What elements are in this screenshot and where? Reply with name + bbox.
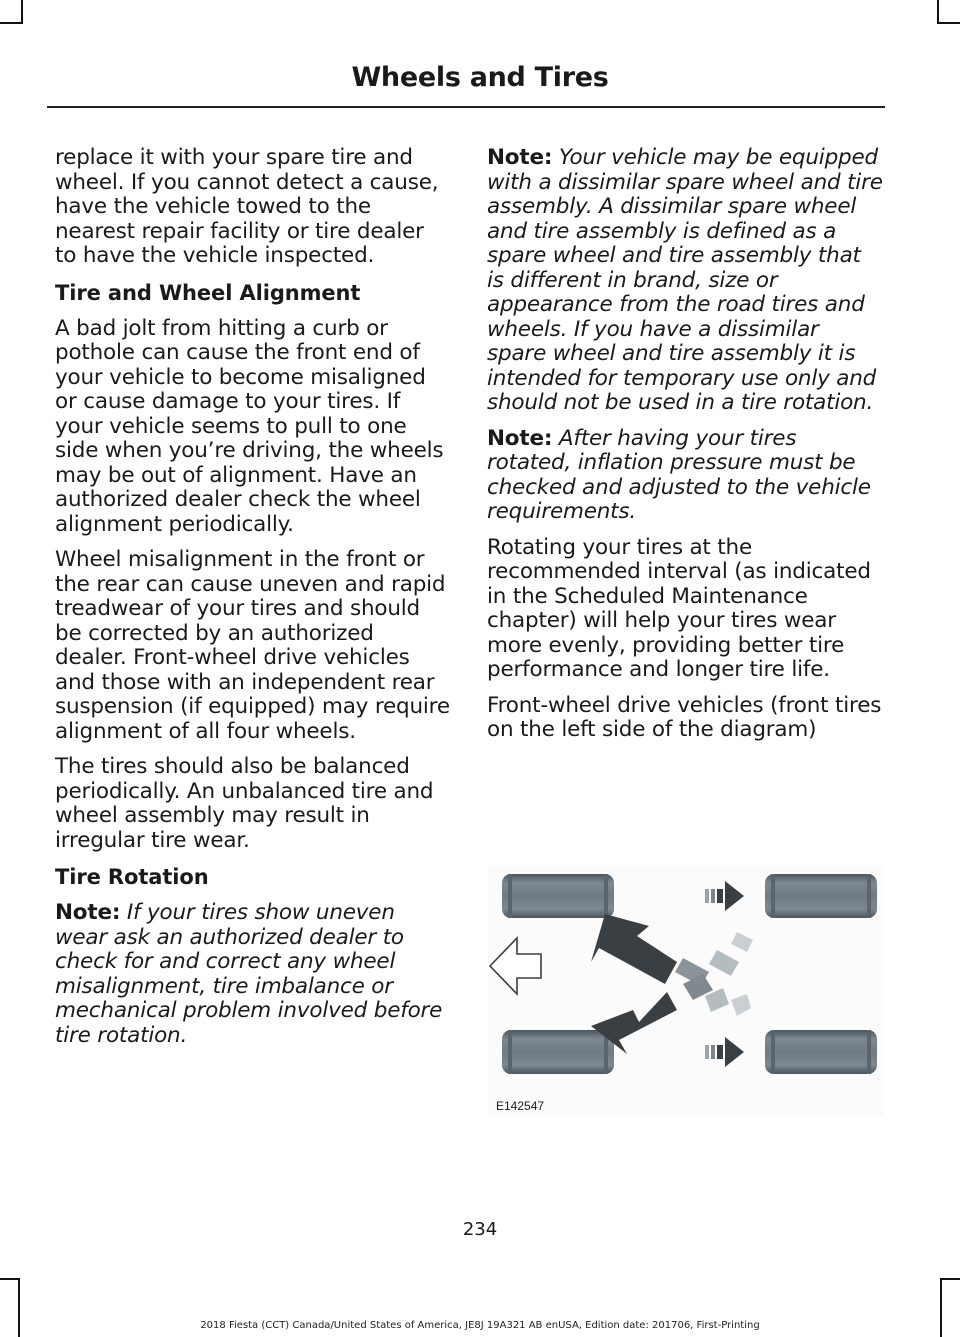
alignment-paragraph-3: The tires should also be balanced periodically. An unbalanced tire and wheel assembly may result in irregular tire wear. xyxy=(55,754,434,853)
continued-paragraph: replace it with your spare tire and wheel. If you cannot detect a cause, have the vehicle towed to the nearest repair facility or tire dealer to have the vehicle inspected. xyxy=(55,145,439,268)
tire-icon xyxy=(502,874,614,918)
note-label: Note: xyxy=(487,145,553,170)
header-divider xyxy=(47,106,885,108)
right-column xyxy=(487,146,883,754)
alignment-paragraph-1: A bad jolt from hitting a curb or pothole can cause the front end of your vehicle to become misaligned or cause damage to your tires. If your vehicle seems to pull to one side when you’re driving, the wheels may be out of alignment. Have an authorized dealer check the wheel alignment periodically. xyxy=(55,315,444,537)
tire-icon xyxy=(502,1030,614,1074)
tire-rotation-diagram xyxy=(487,866,883,1116)
tire-icon xyxy=(765,874,877,918)
inflation-note xyxy=(487,427,883,525)
edition-footer: 2018 Fiesta (CCT) Canada/United States of America, JE8J 19A321 AB enUSA, Edition date: 201706, First-Printing xyxy=(200,1320,760,1331)
dissimilar-spare-note xyxy=(487,146,883,416)
note-label: Note: xyxy=(55,900,121,925)
crop-mark xyxy=(21,0,23,22)
note-text: After having your tires rotated, inflation pressure must be checked and adjusted to the vehicle requirements. xyxy=(487,425,871,524)
figure-code: E142547 xyxy=(496,1099,545,1113)
crop-mark xyxy=(937,22,960,24)
left-column xyxy=(55,146,451,1059)
rotation-heading: Tire Rotation xyxy=(55,865,209,889)
page-number: 234 xyxy=(462,1219,498,1240)
rotation-paragraph-1: Rotating your tires at the recommended interval (as indicated in the Scheduled Maintenance chapter) will help your tires wear more evenly, providing better tire performance and longer tire life. xyxy=(487,534,871,682)
note-label: Note: xyxy=(487,425,553,451)
note-text: Your vehicle may be equipped with a dissimilar spare wheel and tire assembly. A dissimilar spare wheel and tire assembly is defined as a spare wheel and tire assembly that is different in brand, size or appearance from the road tires and wheels. If you have a dissimilar spare wheel and tire assembly it is intended for temporary use only and should not be used in a tire rotation. xyxy=(487,145,883,415)
page-title: Wheels and Tires xyxy=(351,62,609,93)
crop-mark xyxy=(0,1278,18,1280)
alignment-paragraph-2: Wheel misalignment in the front or the rear can cause uneven and rapid treadwear of your tires and should be corrected by an authorized dealer. Front-wheel drive vehicles and those with an independent rear suspension (if equipped) may require alignment of all four wheels. xyxy=(55,547,450,744)
alignment-heading: Tire and Wheel Alignment xyxy=(55,280,361,305)
crop-mark xyxy=(940,1278,960,1280)
crop-mark xyxy=(0,22,23,24)
note-text: If your tires show uneven wear ask an authorized dealer to check for and correct any wheel misalignment, tire imbalance or mechanical problem involved before tire rotation. xyxy=(55,900,443,1048)
rotation-paragraph-2: Front-wheel drive vehicles (front tires on the left side of the diagram) xyxy=(487,692,882,742)
rotation-note xyxy=(55,901,451,1048)
crop-mark xyxy=(937,0,939,22)
tire-icon xyxy=(765,1030,877,1074)
